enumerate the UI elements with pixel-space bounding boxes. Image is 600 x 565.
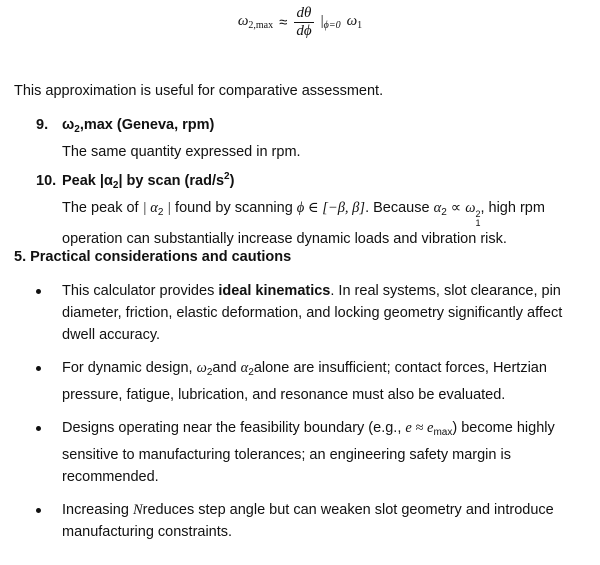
cautions-list <box>36 280 596 554</box>
bullet-dot <box>36 426 41 431</box>
fraction-numerator: dθ <box>294 6 315 23</box>
section-5-heading: 5. Practical considerations and cautions <box>14 249 292 265</box>
evaluation-bar: $|_{\phi=0}$ <box>320 13 341 31</box>
list-item-9 <box>36 118 301 163</box>
bullet-dot <box>36 508 41 513</box>
item-10-title: 10. Peak $|\alpha_2|$ by scan $(rad/s^2)$ <box>36 171 235 191</box>
bullet-dot <box>36 289 41 294</box>
derivative-fraction <box>293 6 314 39</box>
equation-lhs: $\omega_{2,max}$ <box>237 13 274 31</box>
item-9-body: The same quantity expressed in rpm. <box>62 144 301 160</box>
list-item: Increasing Nreduces step angle but can weaken slot geometry and introduce manufacturing constraints. <box>36 499 596 543</box>
intro-paragraph: This approximation is useful for comparative assessment. <box>14 83 384 99</box>
omega-max-equation <box>0 6 600 39</box>
list-item: Designs operating near the feasibility boundary (e.g., $e \approx e_{max}$) become highly sensitive to manufacturing tolerances; an engineering safety margin is recommended. <box>36 417 596 488</box>
item-9-title: 9. $\omega_2,\max$ (Geneva, rpm) <box>36 117 215 135</box>
approx-sign: ≈ <box>279 14 288 31</box>
fraction-denominator: dϕ <box>296 23 312 39</box>
list-item: This calculator provides ideal kinematics. In real systems, slot clearance, pin diameter, friction, elastic deformation, and locking geometry significantly affect dwell accuracy. <box>36 280 596 346</box>
item-10-body: The peak of | $\alpha_2$ | found by scanning ϕ ∈ [−β, β]. Because $\alpha_2 \propto \omega$ 2 1 , high rpm operation can substantially increase dynamic loads and vibration risk. <box>62 199 545 247</box>
equation-rhs: $\omega_1$ <box>346 13 363 31</box>
list-item: For dynamic design, $\omega_2and$ $\alpha_2alone$ are insufficient; contact forces, Hertzian pressure, fatigue, lubrication, and resonance must also be evaluated. <box>36 357 596 406</box>
bullet-dot <box>36 366 41 371</box>
list-item-10 <box>36 172 596 250</box>
